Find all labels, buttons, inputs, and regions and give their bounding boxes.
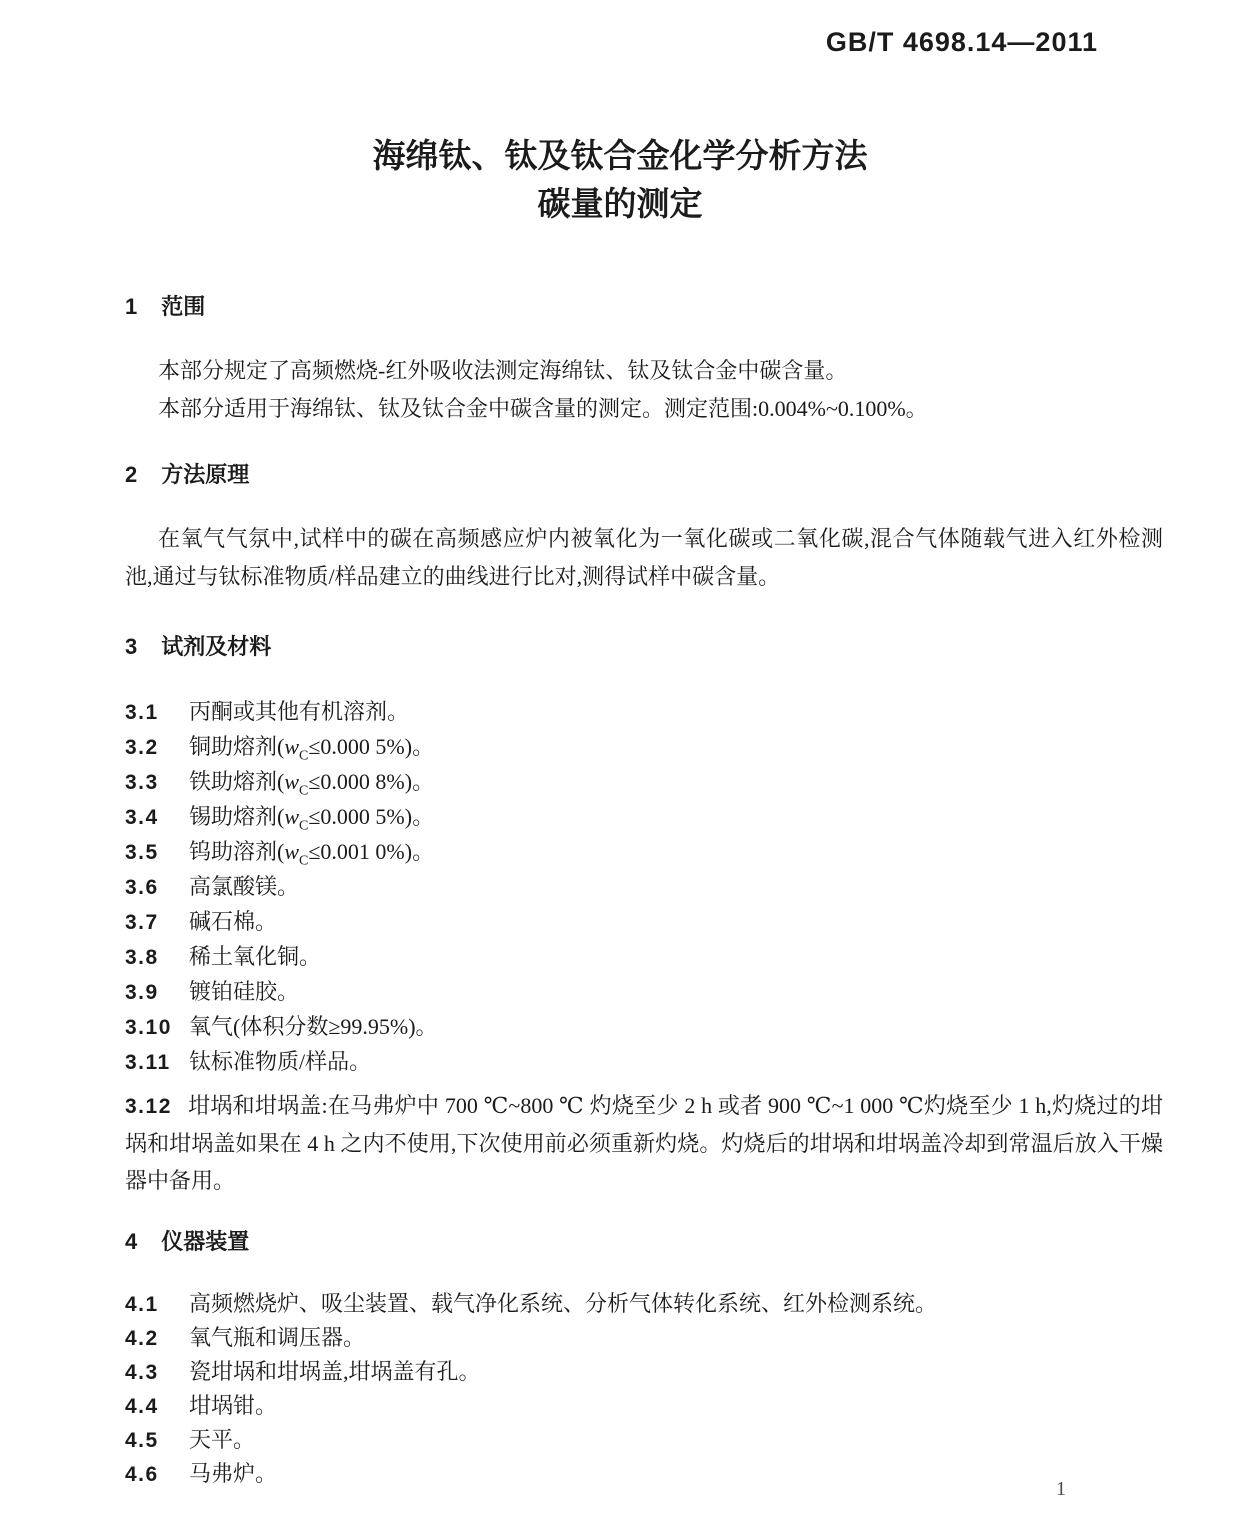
w-symbol: w <box>284 734 300 759</box>
section-2-heading <box>125 460 1163 490</box>
item-number: 4.5 <box>125 1429 159 1452</box>
section-2-number: 2 <box>125 462 138 487</box>
section-1-number: 1 <box>125 294 138 319</box>
section-1-para-2: 本部分适用于海绵钛、钛及钛合金中碳含量的测定。测定范围:0.004%~0.100%。 <box>158 396 928 421</box>
section-3-list <box>125 694 1163 1079</box>
item-3-11 <box>125 1044 1163 1079</box>
item-text: 坩埚和坩埚盖:在马弗炉中 700 ℃~800 ℃ 灼烧至少 2 h 或者 900 ℃~1 000 ℃灼烧至少 1 h,灼烧过的坩埚和坩埚盖如果在 4 h 之内不使用,下次使用前必须重新灼烧。灼烧后的坩埚和坩埚盖冷却到常温后放入干燥器中备用。 <box>125 1093 1163 1193</box>
item-number: 3.5 <box>125 841 159 864</box>
w-subscript: C <box>299 783 309 799</box>
item-text-part: ≤0.000 5%)。 <box>308 804 435 829</box>
doc-number: GB/T 4698.14—2011 <box>825 27 1098 57</box>
w-symbol: w <box>284 839 300 864</box>
page-number: 1 <box>1056 1478 1066 1500</box>
item-text-part: ≤0.000 8%)。 <box>308 769 435 794</box>
item-text-part: ≤0.001 0%)。 <box>308 839 435 864</box>
item-text-part: 铜助熔剂( <box>189 734 285 759</box>
item-text-part: 稀土氧化铜。 <box>189 944 322 969</box>
item-number: 3.2 <box>125 736 159 759</box>
section-4-heading <box>125 1227 1163 1257</box>
item-text <box>189 869 299 904</box>
item-text-part: 镀铂硅胶。 <box>189 979 300 1004</box>
item-text: 高频燃烧炉、吸尘装置、载气净化系统、分析气体转化系统、红外检测系统。 <box>189 1291 938 1316</box>
doc-title-line1: 海绵钛、钛及钛合金化学分析方法 <box>372 137 868 174</box>
item-3-7 <box>125 904 1163 939</box>
item-number: 3.9 <box>125 981 159 1004</box>
item-text-part: 高氯酸镁。 <box>189 874 300 899</box>
item-3-12 <box>125 1087 1163 1199</box>
section-1-para-1: 本部分规定了高频燃烧-红外吸收法测定海绵钛、钛及钛合金中碳含量。 <box>158 358 848 383</box>
item-4-4 <box>125 1389 1163 1423</box>
item-text-part: 钛标准物质/样品。 <box>189 1049 372 1074</box>
section-4-title: 仪器装置 <box>161 1229 250 1254</box>
item-text-part: 铁助熔剂( <box>189 769 285 794</box>
section-1-heading <box>125 292 1163 322</box>
item-number: 3.1 <box>125 701 159 724</box>
section-2-para-1: 在氧气气氛中,试样中的碳在高频感应炉内被氧化为一氧化碳或二氧化碳,混合气体随载气进入红外检测池,通过与钛标准物质/样品建立的曲线进行比对,测得试样中碳含量。 <box>125 526 1163 589</box>
item-3-5 <box>125 834 1163 869</box>
item-text-part: 丙酮或其他有机溶剂。 <box>189 699 410 724</box>
item-number: 4.2 <box>125 1327 159 1350</box>
item-4-3 <box>125 1355 1163 1389</box>
item-text <box>189 939 321 974</box>
w-subscript: C <box>299 818 309 834</box>
item-3-9 <box>125 974 1163 1009</box>
item-3-3 <box>125 764 1163 799</box>
item-3-2 <box>125 729 1163 764</box>
section-4-number: 4 <box>125 1229 138 1254</box>
item-text-part: 钨助溶剂( <box>189 839 285 864</box>
item-3-1 <box>125 694 1163 729</box>
w-symbol: w <box>284 804 300 829</box>
item-number: 4.3 <box>125 1361 159 1384</box>
item-number: 4.6 <box>125 1463 159 1486</box>
item-number: 3.11 <box>125 1051 171 1074</box>
section-3-title: 试剂及材料 <box>161 634 272 659</box>
item-text-part: 锡助熔剂( <box>189 804 285 829</box>
item-number: 4.4 <box>125 1395 159 1418</box>
w-symbol: w <box>284 769 300 794</box>
item-number: 3.8 <box>125 946 159 969</box>
section-3-number: 3 <box>125 634 138 659</box>
item-text: 马弗炉。 <box>189 1461 278 1486</box>
item-text <box>189 1009 438 1044</box>
item-text <box>189 904 277 939</box>
w-subscript: C <box>299 853 309 869</box>
item-3-6 <box>125 869 1163 904</box>
item-4-1 <box>125 1287 1163 1321</box>
item-number: 3.10 <box>125 1016 172 1039</box>
item-3-10 <box>125 1009 1163 1044</box>
item-text <box>189 974 299 1009</box>
item-text: 坩埚钳。 <box>189 1393 278 1418</box>
item-text-part: 碱石棉。 <box>189 909 278 934</box>
item-4-2 <box>125 1321 1163 1355</box>
item-text: 瓷坩埚和坩埚盖,坩埚盖有孔。 <box>189 1359 481 1384</box>
item-text-part: ≤0.000 5%)。 <box>308 734 435 759</box>
item-number: 3.7 <box>125 911 159 934</box>
item-4-5 <box>125 1423 1163 1457</box>
item-number: 4.1 <box>125 1293 159 1316</box>
item-number: 3.6 <box>125 876 159 899</box>
section-2-title: 方法原理 <box>161 462 250 487</box>
section-1-title: 范围 <box>161 294 206 319</box>
item-number: 3.4 <box>125 806 159 829</box>
item-text-part: 氧气(体积分数≥99.95%)。 <box>189 1014 438 1039</box>
item-text: 天平。 <box>189 1427 256 1452</box>
item-4-6 <box>125 1457 1163 1491</box>
section-4-list <box>125 1287 1163 1491</box>
w-subscript: C <box>299 748 309 764</box>
doc-title-line2: 碳量的测定 <box>537 185 703 222</box>
doc-title <box>125 132 1115 228</box>
item-text <box>189 1044 371 1079</box>
item-3-4 <box>125 799 1163 834</box>
item-3-8 <box>125 939 1163 974</box>
item-number: 3.3 <box>125 771 159 794</box>
item-text: 氧气瓶和调压器。 <box>189 1325 366 1350</box>
section-3-heading <box>125 632 1163 662</box>
item-number: 3.12 <box>125 1095 172 1118</box>
